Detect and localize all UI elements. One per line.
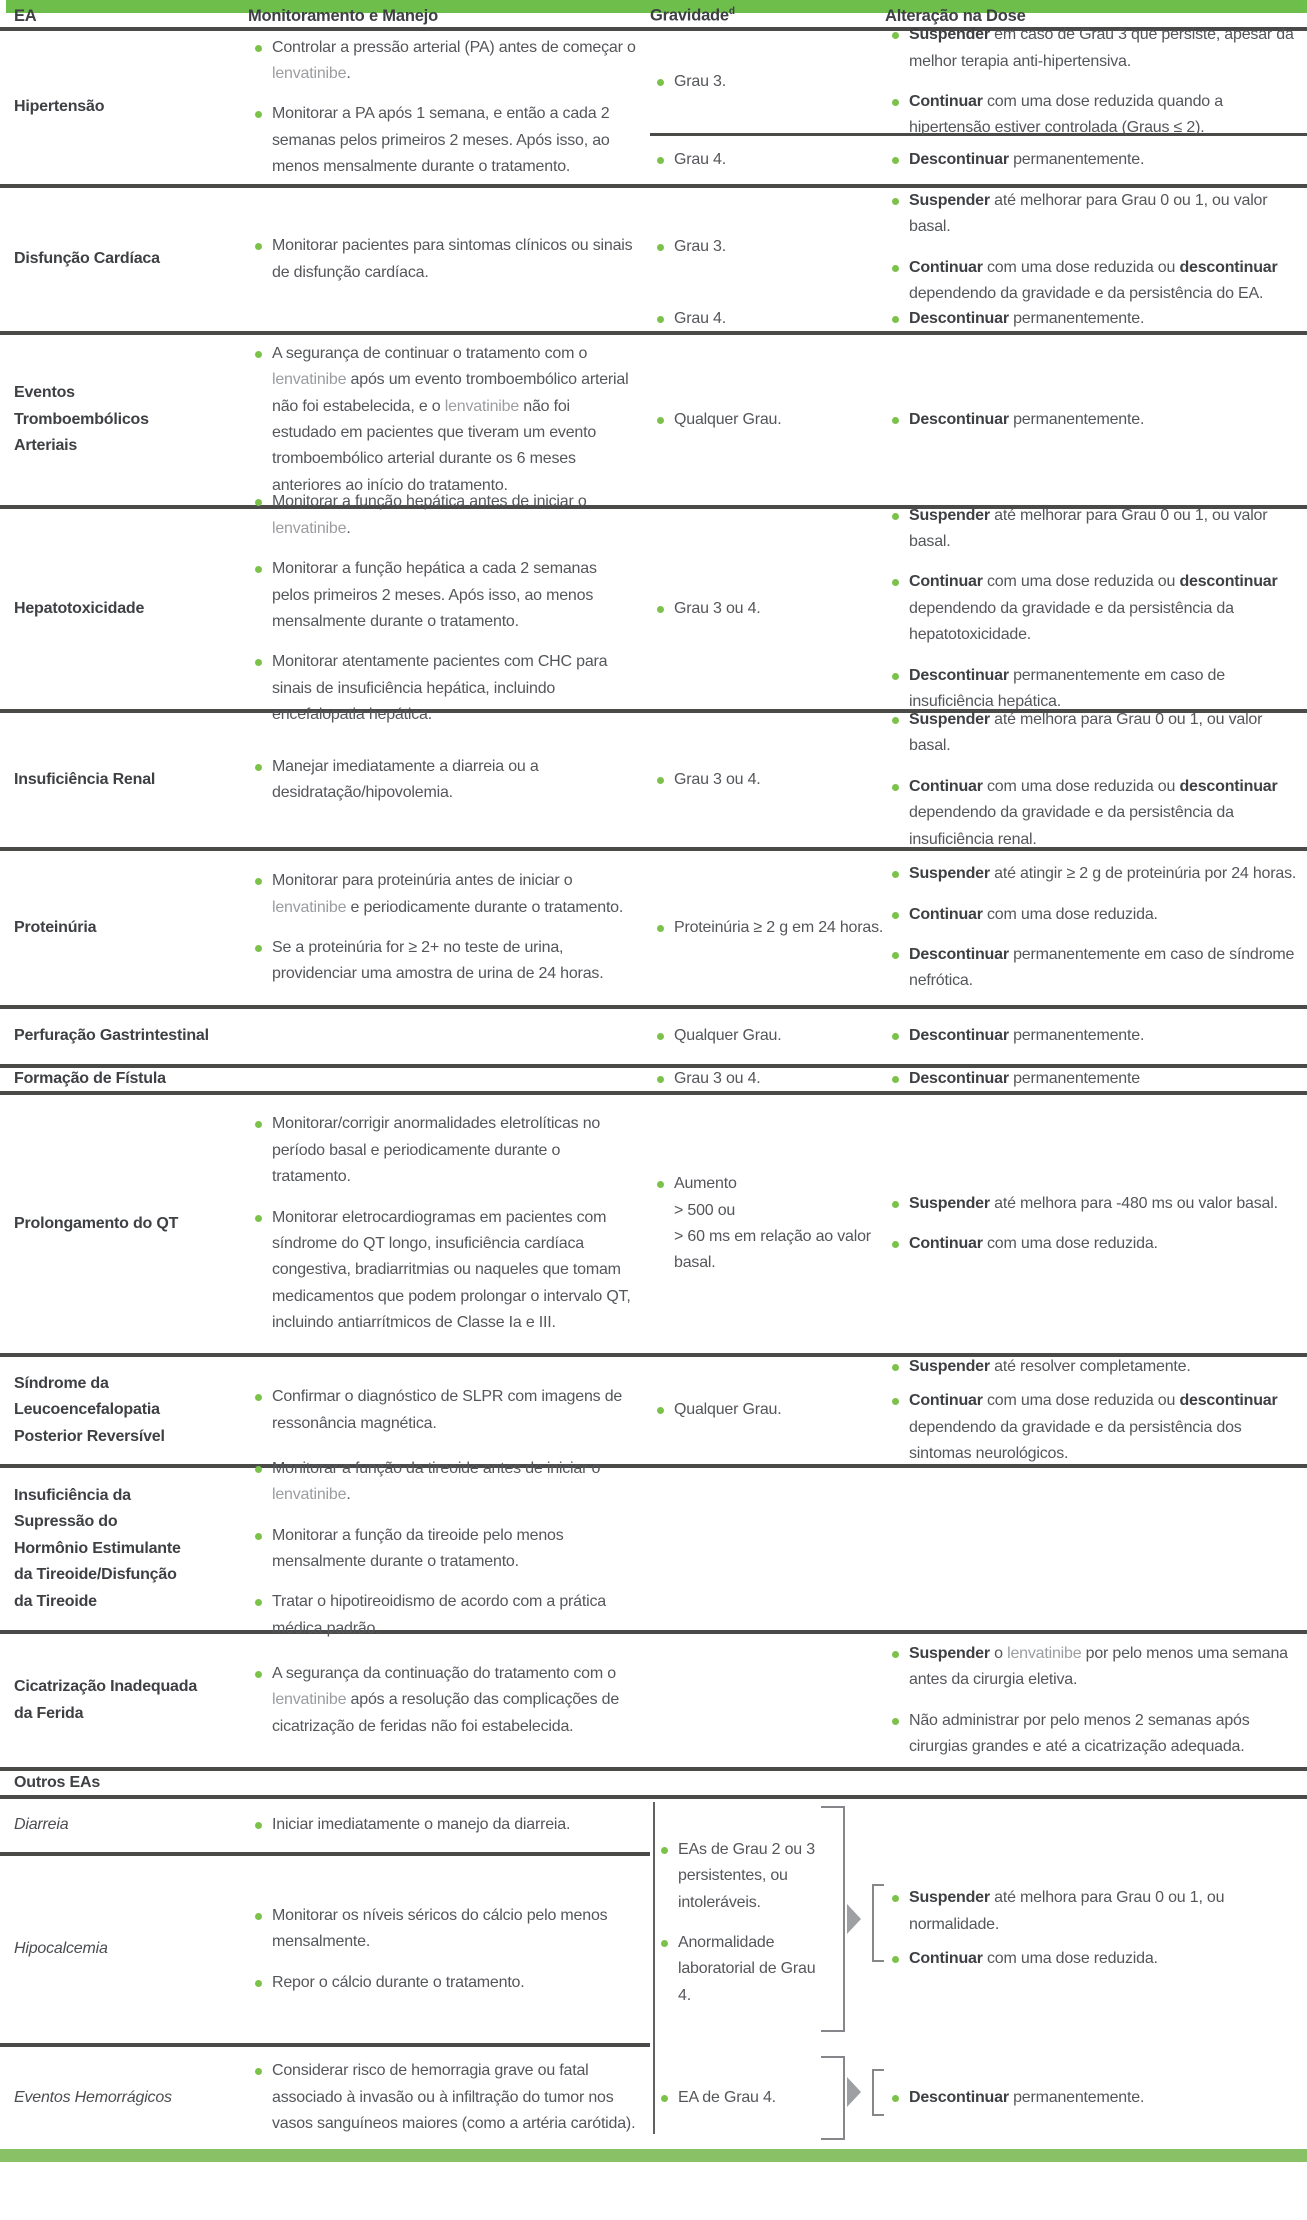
monitoring-cell — [248, 1068, 650, 1091]
grouping-bracket-right — [821, 1806, 845, 2032]
ea-cell — [0, 1095, 248, 1353]
bullet-item: Confirmar o diagnóstico de SLPR com imagens de ressonância magnética. — [248, 1384, 636, 1437]
monitoring-cell — [248, 851, 650, 1005]
bullet-item: Anormalidade laboratorial de Grau 4. — [654, 1930, 824, 2009]
row-insuficiencia-renal — [0, 713, 1307, 851]
bullet-item: Descontinuar permanentemente. — [885, 306, 1303, 332]
bullet-item: Manejar imediatamente a diarreia ou a desidratação/hipovolemia. — [248, 754, 636, 807]
ea-label: Perfuração Gastrintestinal — [14, 1027, 209, 1045]
ea-label: Cicatrização Inadequada da Ferida — [14, 1678, 198, 1722]
others-right-merged — [650, 1799, 1307, 2149]
dose-cell — [885, 713, 1307, 847]
bullet-item: Considerar risco de hemorragia grave ou fatal associado à invasão ou à infiltração do tumor nos vasos sanguíneos maiores (como a artéria carótida). — [248, 2058, 650, 2137]
ea-cell — [0, 2047, 248, 2149]
bullet-item: Grau 4. — [650, 147, 885, 173]
bullet-item: Continuar com uma dose reduzida quando a hipertensão estiver controlada (Graus ≤ 2). — [885, 89, 1303, 142]
dose-cell — [885, 335, 1307, 505]
ea-label: Insuficiência Renal — [14, 770, 156, 788]
bullet-item: Suspender até melhora para Grau 0 ou 1, ou normalidade. — [885, 1885, 1305, 1938]
monitoring-cell — [248, 1856, 650, 2043]
severity-cell — [650, 188, 885, 307]
bullet-item: Descontinuar permanentemente — [885, 1066, 1303, 1092]
dose-cell — [885, 188, 1307, 307]
severity-dose-subrows — [650, 188, 1307, 331]
bullet-item: Tratar o hipotireoidismo de acordo com a prática médica padrão. — [248, 1589, 636, 1642]
bullet-item: A segurança de continuar o tratamento com o lenvatinibe após um evento tromboembólico arterial não foi estabelecida, e o lenvatinibe não foi estudado em pacientes que tiveram um evento tromboembólico arterial durante os 6 meses anteriores ao início do tratamento. — [248, 341, 636, 499]
ea-cell — [0, 188, 248, 331]
bullet-item: Descontinuar permanentemente em caso de insuficiência hepática. — [885, 663, 1303, 716]
bullet-item: Suspender até melhorar para Grau 0 ou 1, ou valor basal. — [885, 188, 1303, 241]
severity-cell — [650, 1095, 885, 1353]
severity-cell — [650, 1357, 885, 1464]
row-disfuncao-cardiaca — [0, 188, 1307, 335]
row-hipertensao — [0, 26, 1307, 188]
bullet-item: Descontinuar permanentemente. — [885, 407, 1303, 433]
bullet-item: Monitorar a função hepática antes de iniciar o lenvatinibe. — [248, 489, 636, 542]
bullet-item: A segurança da continuação do tratamento com o lenvatinibe após a resolução das complicações de cicatrização de feridas não foi estabelecida. — [248, 1661, 636, 1740]
row-cicatrizacao-inadequada — [0, 1634, 1307, 1771]
ea-label: Hepatotoxicidade — [14, 599, 145, 617]
section-header-outros-eas: Outros EAs — [0, 1771, 1307, 1799]
ea-label: Eventos Tromboembólicos Arteriais — [14, 384, 149, 455]
bullet-item: Não administrar por pelo menos 2 semanas após cirurgias grandes e até a cicatrização adequada. — [885, 1708, 1303, 1761]
dose-cell-merged — [885, 1871, 1305, 1987]
ea-label: Hipertensão — [14, 98, 105, 116]
row-hipocalcemia — [0, 1856, 650, 2043]
severity-dose-subrows — [650, 26, 1307, 184]
bullet-item: Grau 3. — [650, 234, 885, 260]
ea-cell — [0, 1468, 248, 1630]
monitoring-cell — [248, 1009, 650, 1064]
ea-label: Diarreia — [14, 1816, 69, 1834]
bullet-item: Monitorar atentamente pacientes com CHC para sinais de insuficiência hepática, incluindo encefalopatia hepática. — [248, 649, 636, 728]
ea-label: Disfunção Cardíaca — [14, 250, 160, 268]
others-left-columns — [0, 1799, 650, 2149]
ea-label: Síndrome da Leucoencefalopatia Posterior Reversível — [14, 1374, 165, 1445]
bullet-item: Qualquer Grau. — [650, 1397, 885, 1423]
subrow-grau4 — [650, 136, 1307, 184]
bullet-item: Monitorar/corrigir anormalidades eletrolíticas no período basal e periodicamente durante o tratamento. — [248, 1111, 636, 1190]
monitoring-cell — [248, 188, 650, 331]
bullet-item: Suspender até resolver completamente. — [885, 1354, 1303, 1380]
dose-cell — [885, 1634, 1307, 1767]
ea-cell — [0, 509, 248, 709]
ea-cell — [0, 1357, 248, 1464]
ea-cell — [0, 1009, 248, 1064]
bullet-item: Monitorar eletrocardiogramas em pacientes com síndrome do QT longo, insuficiência cardíaca congestiva, bradiarritmias ou naqueles que tomam medicamentos que podem prolongar o intervalo QT, incluindo antiarrítmicos de Classe Ia e III. — [248, 1205, 636, 1337]
bullet-item: Grau 4. — [650, 306, 885, 332]
bullet-item: Iniciar imediatamente o manejo da diarreia. — [248, 1812, 650, 1838]
ea-cell — [0, 1799, 248, 1852]
severity-cell — [650, 31, 885, 133]
monitoring-cell — [248, 1459, 650, 1637]
row-eventos-tromboembolicos — [0, 335, 1307, 509]
severity-cell — [650, 1009, 885, 1064]
grouping-bracket-left — [872, 1884, 884, 1962]
severity-cell — [650, 713, 885, 847]
severity-footnote-marker: d — [728, 6, 735, 17]
row-hepatotoxicidade — [0, 493, 1307, 724]
severity-cell — [654, 2047, 824, 2149]
bullet-item: Continuar com uma dose reduzida ou descontinuar dependendo da gravidade e da persistência da insuficiência renal. — [885, 774, 1303, 853]
ea-label: Prolongamento do QT — [14, 1214, 179, 1232]
bullet-item: Suspender em caso de Grau 3 que persiste, apesar da melhor terapia anti-hipertensiva. — [885, 22, 1303, 75]
bullet-item: Grau 3 ou 4. — [650, 1066, 885, 1092]
severity-cell — [650, 335, 885, 505]
column-header-monitoring: Monitoramento e Manejo — [248, 6, 438, 25]
bullet-item: Monitorar para proteinúria antes de iniciar o lenvatinibe e periodicamente durante o tratamento. — [248, 868, 636, 921]
row-proteinuria — [0, 851, 1307, 1009]
bottom-green-bar — [0, 2149, 1307, 2162]
bullet-item: Qualquer Grau. — [650, 1023, 885, 1049]
dose-cell — [885, 1095, 1307, 1353]
dose-cell — [885, 2047, 1305, 2149]
dose-cell — [885, 1357, 1307, 1464]
ea-label: Insuficiência da Supressão do Hormônio Estimulante da Tireoide/Disfunção da Tireoide — [14, 1487, 181, 1610]
bullet-item: Monitorar a função da tireoide antes de iniciar o lenvatinibe. — [248, 1456, 636, 1509]
bullet-item: Monitorar a PA após 1 semana, e então a cada 2 semanas pelos primeiros 2 meses. Após isso, ao menos mensalmente durante o tratamento. — [248, 101, 636, 180]
bullet-item: Continuar com uma dose reduzida ou descontinuar dependendo da gravidade e da persistência do EA. — [885, 255, 1303, 308]
bullet-item: Qualquer Grau. — [650, 407, 885, 433]
bullet-item: EA de Grau 4. — [654, 2085, 824, 2111]
dose-cell — [885, 851, 1307, 1005]
dose-cell — [885, 1468, 1307, 1630]
dose-cell — [885, 1068, 1307, 1091]
bullet-item: Continuar com uma dose reduzida. — [885, 1946, 1305, 1972]
monitoring-cell — [248, 2047, 650, 2149]
monitoring-cell — [248, 713, 650, 847]
severity-header-text: Gravidade — [650, 6, 729, 25]
bullet-item: Suspender o lenvatinibe por pelo menos uma semana antes da cirurgia eletiva. — [885, 1641, 1303, 1694]
bullet-item: Continuar com uma dose reduzida ou descontinuar dependendo da gravidade e da persistência dos sintomas neurológicos. — [885, 1388, 1303, 1467]
ea-label: Formação de Fístula — [14, 1070, 166, 1088]
bullet-item: Se a proteinúria for ≥ 2+ no teste de urina, providenciar uma amostra de urina de 24 horas. — [248, 935, 636, 988]
dose-cell — [885, 506, 1307, 710]
bullet-item: Repor o cálcio durante o tratamento. — [248, 1970, 650, 1996]
dose-cell — [885, 1009, 1307, 1064]
dose-cell — [885, 307, 1307, 332]
bullet-item: Suspender até melhora para -480 ms ou valor basal. — [885, 1191, 1303, 1217]
bullet-item: Monitorar os níveis séricos do cálcio pelo menos mensalmente. — [248, 1903, 650, 1956]
bullet-item: Descontinuar permanentemente. — [885, 147, 1303, 173]
ea-label: Hipocalcemia — [14, 1940, 108, 1958]
monitoring-cell — [248, 1095, 650, 1353]
others-section — [0, 1799, 1307, 2149]
bullet-item: Monitorar a função hepática a cada 2 semanas pelos primeiros 2 meses. Após isso, ao menos mensalmente durante o tratamento. — [248, 556, 636, 635]
ea-cell — [0, 851, 248, 1005]
bullet-item: Descontinuar permanentemente. — [885, 2085, 1305, 2111]
monitoring-cell — [248, 335, 650, 505]
row-eventos-hemorragicos — [0, 2047, 650, 2149]
monitoring-cell — [248, 1799, 650, 1852]
row-formacao-de-fistula — [0, 1068, 1307, 1095]
grouping-bracket-left — [872, 2069, 884, 2116]
bullet-item: Continuar com uma dose reduzida. — [885, 902, 1303, 928]
bullet-item: Grau 3. — [650, 69, 885, 95]
subrow-grau4 — [650, 307, 1307, 332]
ea-cell — [0, 1068, 248, 1091]
row-prolongamento-do-qt — [0, 1095, 1307, 1357]
bullet-item: Suspender até melhorar para Grau 0 ou 1, ou valor basal. — [885, 503, 1303, 556]
arrow-right-icon — [847, 2077, 861, 2107]
bullet-item: Grau 3 ou 4. — [650, 767, 885, 793]
bullet-item: Continuar com uma dose reduzida. — [885, 1231, 1303, 1257]
subrow-grau3 — [650, 26, 1307, 137]
severity-cell — [650, 1068, 885, 1091]
column-header-ea: EA — [14, 6, 37, 25]
column-header-dose: Alteração na Dose — [885, 6, 1026, 25]
row-sindrome-slpr — [0, 1357, 1307, 1468]
ea-cell — [0, 1856, 248, 2043]
bullet-item: Continuar com uma dose reduzida ou descontinuar dependendo da gravidade e da persistência da hepatotoxicidade. — [885, 569, 1303, 648]
column-header-severity — [650, 7, 885, 27]
severity-cell — [650, 1468, 885, 1630]
monitoring-cell — [248, 1357, 650, 1464]
severity-cell — [650, 509, 885, 709]
ea-cell — [0, 335, 248, 505]
bullet-item: Monitorar a função da tireoide pelo menos mensalmente durante o tratamento. — [248, 1523, 636, 1576]
bullet-item: Grau 3 ou 4. — [650, 596, 885, 622]
row-diarreia — [0, 1799, 650, 1852]
severity-cell — [650, 1634, 885, 1767]
severity-cell — [650, 307, 885, 332]
bullet-item: Descontinuar permanentemente em caso de síndrome nefrótica. — [885, 942, 1303, 995]
bullet-item: Suspender até atingir ≥ 2 g de proteinúria por 24 horas. — [885, 861, 1303, 887]
bullet-item: EAs de Grau 2 ou 3 persistentes, ou intoleráveis. — [654, 1837, 824, 1916]
ea-cell — [0, 713, 248, 847]
bullet-item: Monitorar pacientes para sintomas clínicos ou sinais de disfunção cardíaca. — [248, 233, 636, 286]
monitoring-cell — [248, 493, 650, 724]
bullet-item: Descontinuar permanentemente. — [885, 1023, 1303, 1049]
bullet-item: Aumento > 500 ou > 60 ms em relação ao valor basal. — [650, 1171, 885, 1277]
arrow-right-icon — [847, 1904, 861, 1934]
ea-label: Eventos Hemorrágicos — [14, 2088, 172, 2106]
grouping-bracket-right — [821, 2056, 845, 2140]
dose-cell — [885, 136, 1307, 184]
dose-cell — [885, 26, 1307, 137]
severity-cell-merged — [654, 1799, 824, 2047]
ea-cell — [0, 31, 248, 184]
ea-label: Proteinúria — [14, 918, 97, 936]
bullet-item: Controlar a pressão arterial (PA) antes de começar o lenvatinibe. — [248, 35, 636, 88]
bullet-item: Suspender até melhora para Grau 0 ou 1, ou valor basal. — [885, 707, 1303, 760]
severity-cell — [650, 136, 885, 184]
subrow-grau3 — [650, 188, 1307, 307]
monitoring-cell — [248, 1634, 650, 1767]
row-disfuncao-da-tireoide — [0, 1459, 1307, 1637]
severity-cell — [650, 851, 885, 1005]
monitoring-cell — [248, 31, 650, 184]
row-perfuracao-gastrintestinal — [0, 1009, 1307, 1068]
bullet-item: Proteinúria ≥ 2 g em 24 horas. — [650, 915, 885, 941]
ea-cell — [0, 1634, 248, 1767]
